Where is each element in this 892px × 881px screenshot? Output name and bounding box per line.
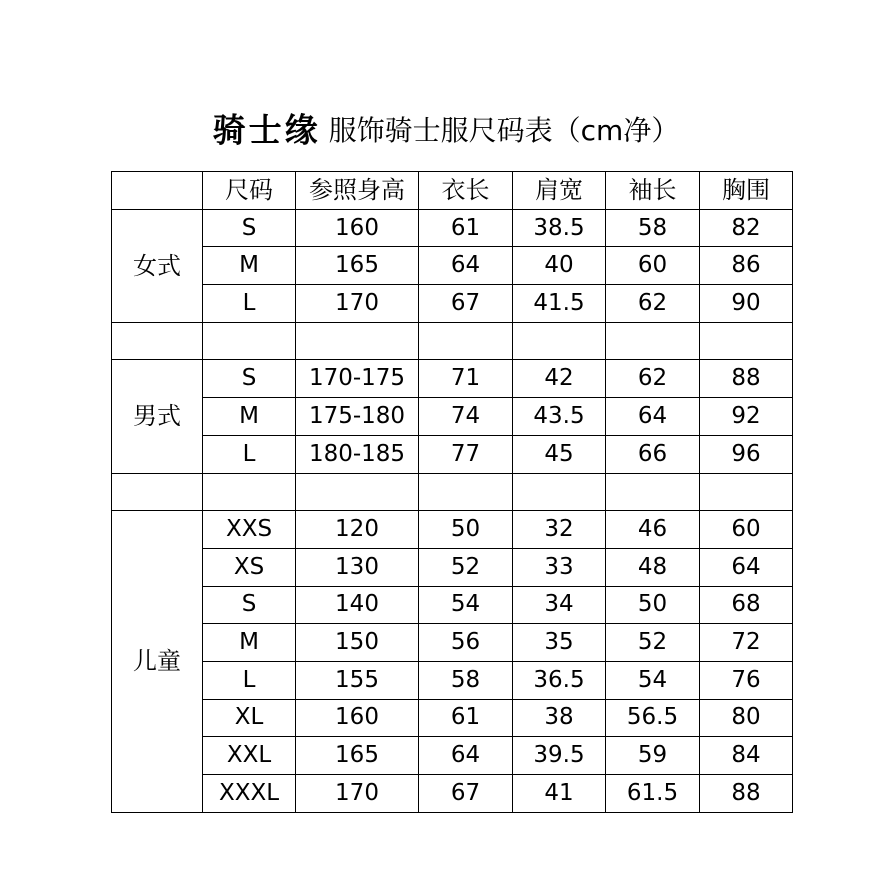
- length-cell: 74: [419, 398, 513, 436]
- empty-cell: [513, 473, 606, 511]
- header-shoulder: 肩宽: [513, 172, 606, 210]
- sleeve-cell: 59: [606, 737, 700, 775]
- sleeve-cell: 52: [606, 624, 700, 662]
- size-cell: S: [203, 360, 296, 398]
- table-row: [112, 435, 793, 473]
- table-row: [112, 624, 793, 662]
- empty-cell: [203, 473, 296, 511]
- size-cell: M: [203, 398, 296, 436]
- empty-cell: [419, 322, 513, 360]
- sleeve-cell: 62: [606, 360, 700, 398]
- size-cell: M: [203, 247, 296, 285]
- empty-cell: [296, 322, 419, 360]
- size-cell: XL: [203, 699, 296, 737]
- chest-cell: 72: [700, 624, 793, 662]
- empty-cell: [606, 322, 700, 360]
- size-cell: XXS: [203, 511, 296, 549]
- height-cell: 130: [296, 548, 419, 586]
- shoulder-cell: 42: [513, 360, 606, 398]
- height-cell: 175-180: [296, 398, 419, 436]
- group-label-men: 男式: [112, 360, 203, 473]
- sleeve-cell: 61.5: [606, 775, 700, 813]
- shoulder-cell: 34: [513, 586, 606, 624]
- length-cell: 61: [419, 209, 513, 247]
- empty-cell: [700, 473, 793, 511]
- size-cell: S: [203, 586, 296, 624]
- height-cell: 140: [296, 586, 419, 624]
- length-cell: 64: [419, 737, 513, 775]
- group-label-women: 女式: [112, 209, 203, 322]
- header-row: [112, 172, 793, 210]
- height-cell: 170-175: [296, 360, 419, 398]
- empty-cell: [112, 473, 203, 511]
- shoulder-cell: 38: [513, 699, 606, 737]
- page-title: [0, 104, 892, 156]
- sleeve-cell: 56.5: [606, 699, 700, 737]
- table-row: [112, 398, 793, 436]
- height-cell: 160: [296, 699, 419, 737]
- table-row: [112, 737, 793, 775]
- chest-cell: 76: [700, 661, 793, 699]
- empty-cell: [112, 322, 203, 360]
- length-cell: 54: [419, 586, 513, 624]
- height-cell: 120: [296, 511, 419, 549]
- height-cell: 170: [296, 285, 419, 323]
- header-size: 尺码: [203, 172, 296, 210]
- sleeve-cell: 50: [606, 586, 700, 624]
- empty-cell: [419, 473, 513, 511]
- header-height: 参照身高: [296, 172, 419, 210]
- length-cell: 67: [419, 775, 513, 813]
- empty-cell: [513, 322, 606, 360]
- table-row: [112, 548, 793, 586]
- size-chart-table: [111, 171, 793, 813]
- table-row: [112, 209, 793, 247]
- chest-cell: 68: [700, 586, 793, 624]
- shoulder-cell: 40: [513, 247, 606, 285]
- size-cell: XS: [203, 548, 296, 586]
- length-cell: 71: [419, 360, 513, 398]
- chest-cell: 96: [700, 435, 793, 473]
- length-cell: 64: [419, 247, 513, 285]
- chest-cell: 82: [700, 209, 793, 247]
- chest-cell: 80: [700, 699, 793, 737]
- height-cell: 165: [296, 247, 419, 285]
- sleeve-cell: 48: [606, 548, 700, 586]
- chest-cell: 88: [700, 360, 793, 398]
- header-sleeve: 袖长: [606, 172, 700, 210]
- shoulder-cell: 39.5: [513, 737, 606, 775]
- empty-cell: [606, 473, 700, 511]
- chest-cell: 84: [700, 737, 793, 775]
- sleeve-cell: 60: [606, 247, 700, 285]
- shoulder-cell: 41.5: [513, 285, 606, 323]
- group-label-children: 儿童: [112, 511, 203, 813]
- shoulder-cell: 33: [513, 548, 606, 586]
- length-cell: 50: [419, 511, 513, 549]
- sleeve-cell: 46: [606, 511, 700, 549]
- table-row: [112, 586, 793, 624]
- table-row: [112, 285, 793, 323]
- length-cell: 56: [419, 624, 513, 662]
- chest-cell: 60: [700, 511, 793, 549]
- shoulder-cell: 38.5: [513, 209, 606, 247]
- header-cell: [112, 172, 203, 210]
- length-cell: 58: [419, 661, 513, 699]
- table-row: [112, 360, 793, 398]
- length-cell: 67: [419, 285, 513, 323]
- table-row: [112, 511, 793, 549]
- sleeve-cell: 64: [606, 398, 700, 436]
- height-cell: 165: [296, 737, 419, 775]
- chest-cell: 92: [700, 398, 793, 436]
- sleeve-cell: 58: [606, 209, 700, 247]
- empty-cell: [296, 473, 419, 511]
- size-cell: L: [203, 435, 296, 473]
- header-chest: 胸围: [700, 172, 793, 210]
- sleeve-cell: 54: [606, 661, 700, 699]
- chest-cell: 86: [700, 247, 793, 285]
- sleeve-cell: 62: [606, 285, 700, 323]
- empty-cell: [203, 322, 296, 360]
- brand-name: 骑士缘: [212, 110, 321, 150]
- height-cell: 180-185: [296, 435, 419, 473]
- table-row: [112, 699, 793, 737]
- length-cell: 77: [419, 435, 513, 473]
- spacer-row: [112, 473, 793, 511]
- shoulder-cell: 45: [513, 435, 606, 473]
- height-cell: 155: [296, 661, 419, 699]
- table-row: [112, 247, 793, 285]
- length-cell: 61: [419, 699, 513, 737]
- chest-cell: 90: [700, 285, 793, 323]
- height-cell: 170: [296, 775, 419, 813]
- empty-cell: [700, 322, 793, 360]
- length-cell: 52: [419, 548, 513, 586]
- shoulder-cell: 35: [513, 624, 606, 662]
- size-cell: XXL: [203, 737, 296, 775]
- shoulder-cell: 43.5: [513, 398, 606, 436]
- chest-cell: 64: [700, 548, 793, 586]
- table-row: [112, 775, 793, 813]
- spacer-row: [112, 322, 793, 360]
- height-cell: 150: [296, 624, 419, 662]
- chest-cell: 88: [700, 775, 793, 813]
- table-row: [112, 661, 793, 699]
- size-cell: S: [203, 209, 296, 247]
- shoulder-cell: 41: [513, 775, 606, 813]
- sleeve-cell: 66: [606, 435, 700, 473]
- size-cell: M: [203, 624, 296, 662]
- size-cell: XXXL: [203, 775, 296, 813]
- height-cell: 160: [296, 209, 419, 247]
- size-cell: L: [203, 661, 296, 699]
- shoulder-cell: 32: [513, 511, 606, 549]
- size-cell: L: [203, 285, 296, 323]
- shoulder-cell: 36.5: [513, 661, 606, 699]
- header-length: 衣长: [419, 172, 513, 210]
- title-text: 服饰骑士服尺码表（cm净）: [328, 113, 680, 147]
